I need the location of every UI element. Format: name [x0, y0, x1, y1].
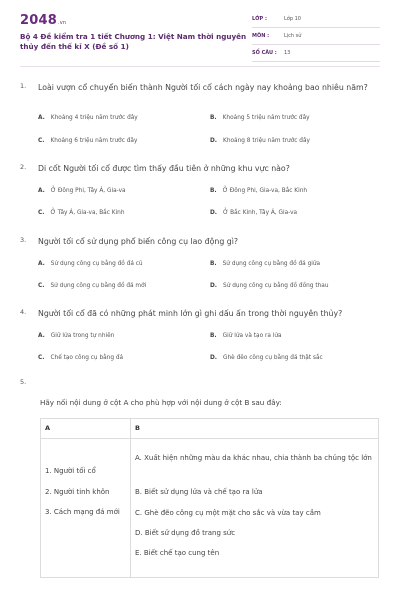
page-header [0, 0, 400, 62]
question-text: Di cốt Người tối cổ được tìm thấy đầu tiên ở những khu vực nào? [38, 164, 290, 173]
option-d[interactable]: D. Sử dụng công cụ bằng đồ đồng thau [210, 283, 329, 289]
option-c[interactable]: C. Khoảng 6 triệu năm trước đây [38, 138, 138, 144]
column-b-item: A. Xuất hiện những màu da khác nhau, chia thành ba chủng tộc lớn [135, 454, 372, 462]
column-a-header: A [41, 419, 131, 439]
column-b-item: D. Biết sử dụng đồ trang sức [135, 529, 236, 537]
column-a [41, 439, 131, 577]
info-label: SỐ CÂU : [252, 50, 277, 56]
info-value: Lớp 10 [284, 16, 301, 22]
option-a[interactable]: A. Sử dụng công cụ bằng đồ đá cũ [38, 261, 143, 267]
question-number: 1. [20, 82, 27, 90]
option-d[interactable]: D. Khoảng 8 triệu năm trước đây [210, 138, 310, 144]
question-number: 3. [20, 236, 27, 244]
site-logo[interactable] [20, 13, 66, 28]
column-a-item: 1. Người tối cổ [45, 467, 96, 475]
column-a-item: 2. Người tinh khôn [45, 488, 110, 496]
column-b-item: B. Biết sử dụng lửa và chế tạo ra lửa [135, 488, 263, 496]
info-panel [252, 14, 380, 65]
option-b[interactable]: B. Khoảng 5 triệu năm trước đây [210, 115, 310, 121]
option-b[interactable]: B. Ở Đông Phi, Gia-va, Bắc Kinh [210, 188, 308, 194]
option-d[interactable]: D. Ghè đẽo công cụ bằng đá thật sắc [210, 355, 323, 361]
option-a[interactable]: A. Ở Đông Phi, Tây Á, Gia-va [38, 188, 126, 194]
option-c[interactable]: C. Chế tạo công cụ bằng đá [38, 355, 124, 361]
info-row-class [252, 14, 380, 28]
question-number: 4. [20, 308, 27, 316]
info-label: LỚP : [252, 16, 267, 22]
column-a-item: 3. Cách mạng đá mới [45, 508, 120, 516]
document-title: Bộ 4 Đề kiểm tra 1 tiết Chương 1: Việt Nam thời nguyên thủy đến thế kỉ X (Đề số 1) [20, 32, 247, 51]
info-value: Lịch sử [284, 33, 302, 39]
matching-instruction: Hãy nối nội dung ở cột A cho phù hợp với nội dung ở cột B sau đây: [40, 398, 282, 407]
column-b [131, 439, 378, 577]
question-number: 5. [20, 378, 27, 386]
option-b[interactable]: B. Giữ lửa và tạo ra lửa [210, 333, 282, 339]
column-b-item: E. Biết chế tạo cung tên [135, 549, 220, 557]
info-row-count [252, 48, 380, 62]
question-text: Người tối cổ đã có những phát minh lớn gì ghi dấu ấn trong thời nguyên thủy? [38, 309, 343, 318]
header-divider [20, 66, 380, 67]
logo-suffix: .vn [57, 20, 67, 26]
logo-number: 2048 [20, 13, 57, 28]
question-text: Loài vượn cổ chuyển biến thành Người tối cổ cách ngày nay khoảng bao nhiêu năm? [38, 83, 368, 92]
question-number: 2. [20, 163, 27, 171]
info-label: MÔN : [252, 33, 270, 39]
column-b-item: C. Ghè đẽo công cụ một mặt cho sắc và vừa tay cầm [135, 509, 321, 517]
option-a[interactable]: A. Khoảng 4 triệu năm trước đây [38, 115, 138, 121]
option-b[interactable]: B. Sử dụng công cụ bằng đồ đá giữa [210, 261, 321, 267]
question-text: Người tối cổ sử dụng phổ biến công cụ lao động gì? [38, 237, 239, 246]
column-b-header: B [131, 419, 378, 439]
info-value: 13 [284, 50, 291, 56]
matching-table [40, 418, 379, 578]
option-d[interactable]: D. Ở Bắc Kinh, Tây Á, Gia-va [210, 210, 298, 216]
option-c[interactable]: C. Ở Tây Á, Gia-va, Bắc Kinh [38, 210, 125, 216]
option-c[interactable]: C. Sử dụng công cụ bằng đồ đá mới [38, 283, 147, 289]
option-a[interactable]: A. Giữ lửa trong tự nhiên [38, 333, 115, 339]
info-row-subject [252, 31, 380, 45]
